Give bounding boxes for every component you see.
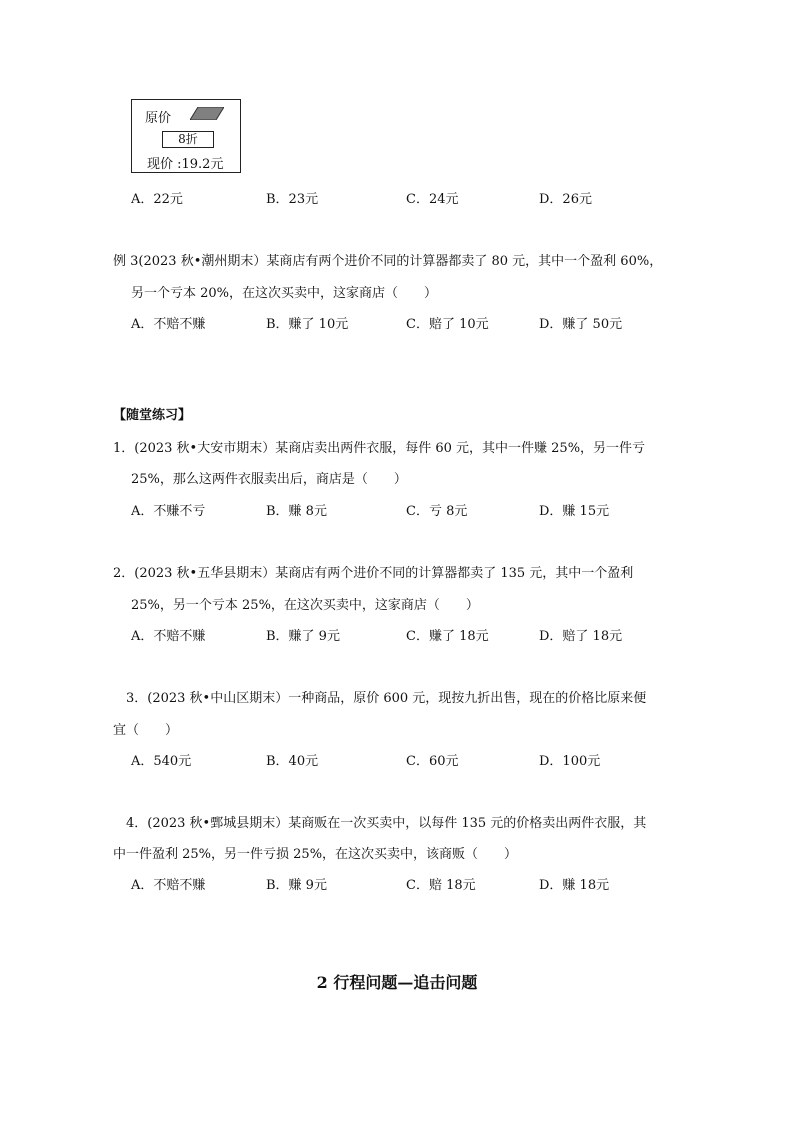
q2-line2: 25%，另一个亏本 25%，在这次买卖中，这家商店（ ） bbox=[131, 598, 479, 613]
q2-option-a: A．不赔不赚 bbox=[131, 629, 206, 644]
parallelogram-shape bbox=[190, 107, 224, 120]
q3-option-a: A．540元 bbox=[131, 754, 192, 769]
discount-box: 8折 bbox=[162, 131, 214, 148]
example3-option-b: B．赚了 10元 bbox=[266, 317, 349, 332]
example3-option-d: D．赚了 50元 bbox=[539, 317, 623, 332]
q4-line1: 4．(2023 秋•鄄城县期末）某商贩在一次买卖中，以每件 135 元的价格卖出两件衣服，其 bbox=[126, 816, 647, 831]
original-price-label: 原价 bbox=[145, 111, 172, 126]
prev-option-c: C．24元 bbox=[406, 192, 459, 207]
q3-option-d: D．100元 bbox=[539, 754, 601, 769]
current-price-label: 现价 :19.2元 bbox=[147, 157, 224, 172]
example3-line2: 另一个亏本 20%，在这次买卖中，这家商店（ ） bbox=[131, 286, 438, 301]
q4-option-d: D．赚 18元 bbox=[539, 878, 610, 893]
q2-option-d: D．赔了 18元 bbox=[539, 629, 623, 644]
q4-line2: 中一件盈利 25%，另一件亏损 25%，在这次买卖中，该商贩（ ） bbox=[113, 847, 518, 862]
q1-line1: 1．(2023 秋•大安市期末）某商店卖出两件衣服，每件 60 元，其中一件赚 25%，另一件亏 bbox=[113, 441, 646, 456]
q2-option-b: B．赚了 9元 bbox=[266, 629, 340, 644]
q4-option-a: A．不赔不赚 bbox=[131, 878, 206, 893]
price-figure bbox=[131, 99, 241, 173]
example3-option-c: C．赔了 10元 bbox=[406, 317, 489, 332]
q1-option-a: A．不赚不亏 bbox=[131, 504, 206, 519]
prev-option-d: D．26元 bbox=[539, 192, 592, 207]
q4-option-b: B．赚 9元 bbox=[266, 878, 327, 893]
prev-option-b: B．23元 bbox=[266, 192, 319, 207]
q3-option-c: C．60元 bbox=[406, 754, 459, 769]
q3-option-b: B．40元 bbox=[266, 754, 319, 769]
q4-option-c: C．赔 18元 bbox=[406, 878, 476, 893]
q3-line2: 宜（ ） bbox=[113, 723, 179, 738]
q2-line1: 2．(2023 秋•五华县期末）某商店有两个进价不同的计算器都卖了 135 元，其中一个盈利 bbox=[113, 566, 634, 581]
q2-option-c: C．赚了 18元 bbox=[406, 629, 489, 644]
example3-option-a: A．不赔不赚 bbox=[131, 317, 206, 332]
q1-option-c: C．亏 8元 bbox=[406, 504, 468, 519]
q1-line2: 25%，那么这两件衣服卖出后，商店是（ ） bbox=[131, 472, 407, 487]
example3-line1: 例 3(2023 秋•潮州期末）某商店有两个进价不同的计算器都卖了 80 元，其中一个盈利 60%， bbox=[113, 254, 663, 269]
section-title: 2 行程问题—追击问题 bbox=[316, 973, 478, 992]
q1-option-b: B．赚 8元 bbox=[266, 504, 327, 519]
practice-heading: 【随堂练习】 bbox=[113, 408, 192, 423]
q1-option-d: D．赚 15元 bbox=[539, 504, 610, 519]
q3-line1: 3．(2023 秋•中山区期末）一种商品，原价 600 元，现按九折出售，现在的价格比原来便 bbox=[126, 691, 647, 706]
prev-option-a: A．22元 bbox=[131, 192, 183, 207]
